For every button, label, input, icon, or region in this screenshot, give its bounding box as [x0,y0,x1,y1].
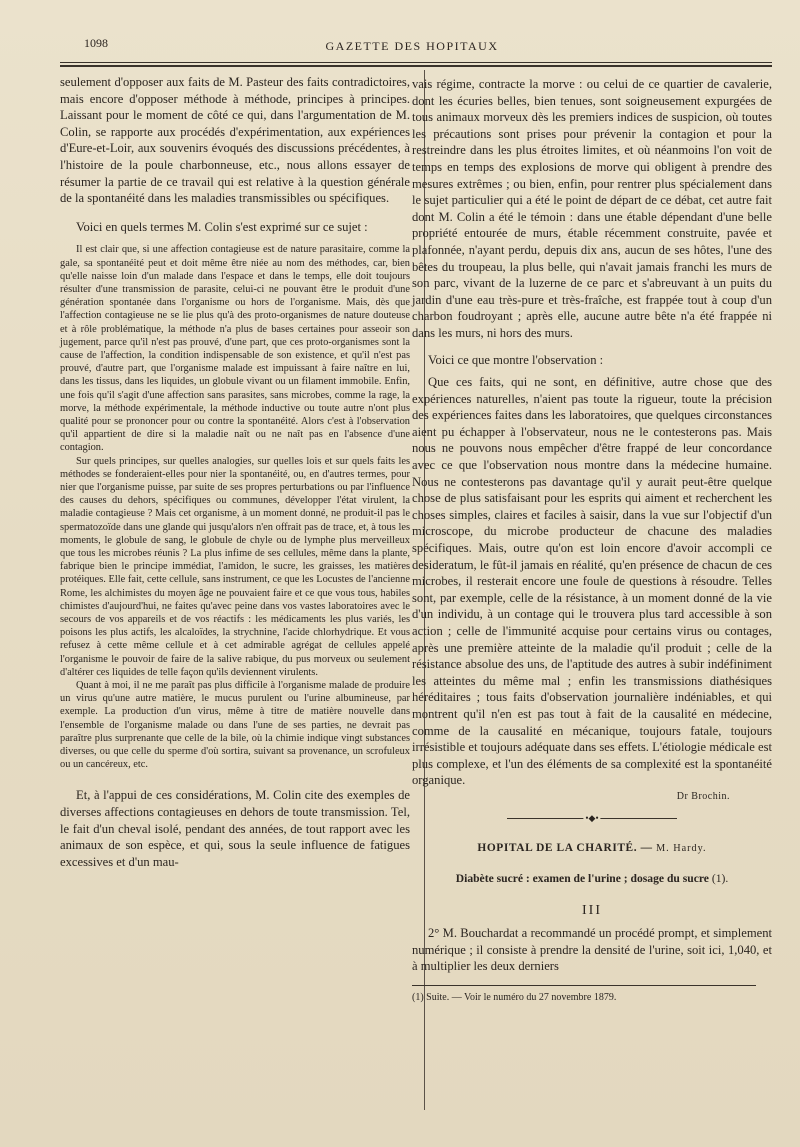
lecture-heading [412,872,772,885]
hospital-name: HOPITAL DE LA CHARITÉ. — [477,841,653,854]
lecture-title-text: Diabète sucré : examen de l'urine ; dosage du sucre [455,871,709,885]
right-column [412,76,772,1003]
quoted-paragraph-2: Sur quels principes, sur quelles analogies, sur quelles lois et sur quels faits les méthodes se fonderaient-elles pour nier la spontanéité, ou, en d'autres termes, pour nier que l'organisme puisse, par suite de ses propres perturbations ou par l'influence des causes du dehors, spécifiques ou communes, développer l'état virulent, la maladie contagieuse ? Mais cet organisme, à un moment donné, ne produit-il pas le spermatozoïde dans une glande qui jusqu'alors n'en offrait pas de trace, et, à tous les moments, le globule de sang, le globule de chyle ou de lymphe plus merveilleux que tous les microbes réunis ? La plus infime de ses cellules, même dans la plante, fabrique bien le principe immédiat, l'amidon, le sucre, les graisses, les matières protéiques. Elle fait, cette cellule, sans instrument, ce que les Locustes de l'ancienne Rome, les alchimistes du moyen âge ne pouvaient faire et ce que vous tous, habiles chimistes d'aujourd'hui, ne faites qu'avec peine dans vos vastes laboratoires avec le secours de vos appareils et de vos réactifs : les médicaments les plus variés, les poisons les plus actifs, les alcaloïdes, la strychnine, l'acide chlorhydrique. Et vous refusez à cette même cellule et à cet admirable agrégat de cellules appelé l'organisme le pouvoir de faire de la salive rabique, du pus morveux ou seulement d'altérer ces liquides de telle façon qu'ils deviennent virulents. [60,455,410,678]
separator-ornament: •◆• [585,812,599,823]
section-number: III [582,902,602,918]
lecture-footnote-ref: (1). [711,871,729,885]
hospital-author: M. Hardy. [656,842,707,854]
hospital-heading [412,842,772,854]
journal-title: GAZETTE DES HOPITAUX [325,39,499,53]
page-number: 1098 [84,36,108,50]
header-rule-thick [60,65,772,67]
footnote: (1) Suite. — Voir le numéro du 27 novembre 1879. [412,991,617,1003]
header-rule [60,62,772,63]
footnote-rule [412,985,756,986]
left-opening-paragraph: seulement d'opposer aux faits de M. Pasteur des faits contradictoires, mais encore d'opposer méthode à méthode, principes à principes. Laissant pour le moment de côté ce qui, dans l'argumentation de M. Colin, se rapporte aux procédés d'expérimentation, aux expériences d'Eure-et-Loir, aux souvenirs évoqués des discussions précédentes, à l'histoire de la poule charbonneuse, etc., nous allons essayer de résumer la partie de ce travail qui est relative à la question générale de la spontanéité dans les maladies transmissibles ou spécifiques. [60,75,410,206]
left-column [60,74,410,870]
right-intro-line: Voici ce que montre l'observation : [428,352,604,367]
quoted-paragraph-3: Quant à moi, il ne me paraît pas plus difficile à l'organisme malade de produire un virus qu'une autre matière, le mucus purulent ou l'urine albumineuse, par exemple. La production d'un virus, même à titre de matière nouvelle dans l'ensemble de l'organisme malade ou dans l'une de ses parties, ne devrait pas paraître plus surprenante que celle de la bile, où la chimie indique vingt substances diverses, ou que celle du sperme d'où sortira, suivant sa provenance, un scrofuleux ou un cancéreux, etc. [60,680,410,771]
author-signature: Dr Brochin. [676,790,730,802]
left-closing-paragraph: Et, à l'appui de ces considérations, M. Colin cite des exemples de diverses affections contagieuses en dehors de toute transmission. Tel, le fait d'un cheval isolé, pendant des années, de tout rapport avec les animaux de son espèce, et qui, sous la seule influence de fatigues excessives et d'un mau- [60,788,410,869]
right-main-paragraph: Que ces faits, qui ne sont, en définitive, autre chose que des expériences naturelles, n'aient pas toute la rigueur, toute la précision des expériences faites dans les laboratoires, que quelques circonstances aient pu échapper à l'observateur, nous ne le contesterons pas. Mais nous ne pouvons nous empêcher d'être frappé de leur concordance avec ce que l'observation nous montre dans la médecine humaine. Nous ne contesterons pas davantage qu'il y aurait peut-être quelque chose de plus satisfaisant pour les esprits qui aiment et recherchent les choses simples, claires et faciles à saisir, dans la vue sur l'objectif d'un microscope, du microbe producteur de chacune des maladies spécifiques. Mais, outre qu'on est loin encore d'avoir accompli ce desideratum, le fût-il jamais en réalité, qu'en présence de chacun de ces microbes, il resterait encore une foule de questions à résoudre. Telles sont, par exemple, celle de la résistance, à un moment donné de la vie d'un individu, à un contage qui le trouvera plus tard accessible à son action ; celle de l'immunité acquise pour certains virus ou contages, après une première atteinte de la maladie qu'il produit ; celle de la résistance absolue des uns, de l'aptitude des autres à subir indéfiniment les atteintes du même mal ; enfin les transmissions diathésiques héréditaires ; tous faits d'observation journalière indéniables, et qui montrent qu'il n'en est pas tout à fait de la causalité en médecine, comme de la causalité en mécanique, toujours fatale, toujours irrésistible et toujours adéquate dans ses effets. L'étiologie médicale est plus complexe, et l'un des éléments de sa complexité est la spontanéité organique. [412,375,772,788]
quoted-paragraph-1: Il est clair que, si une affection contagieuse est de nature parasitaire, comme la gale, sa spontanéité peut et doit même être niée au nom des méthodes, car, bien qu'elle naisse loin d'un malade dans l'espace et dans le temps, elle doit toujours résulter d'une transmission de parasite, celui-ci ne pouvant être le produit d'une génération spontanée dans l'organisme ou hors de l'organisme. Mais, dès que l'affection contagieuse ne se lie plus qu'à des proto-organismes de nature douteuse et à rôle problématique, la méthode n'a plus de bases certaines pour asseoir son jugement, parce qu'il n'est pas prouvé, d'une part, que ces proto-organismes sont la cause de l'affection, la condition indispensable de son existence, et qu'il n'est pas prouvé, d'autre part, que l'organisme malade est impuissant à faire naître en lui, dans les tissus, dans les liquides, un globule vivant ou un filament immobile. Enfin, une fois qu'il s'agit d'une affection sans parasites, sans microbes, comme la rage, la morve, la méthode expérimentale, la méthode inductive ou toute autre n'ont plus qualité pour se prononcer pour ou contre la spontanéité. Alors c'est à l'observation qu'il appartient de dire si la maladie naît ou ne naît pas en l'absence d'une contagion. [60,244,410,454]
left-intro-line: Voici en quels termes M. Colin s'est exprimé sur ce sujet : [76,219,368,234]
right-opening-paragraph: vais régime, contracte la morve : ou celui de ce quartier de cavalerie, dont les écuries belles, bien tenues, sont soigneusement expurgées de tous animaux morveux dès les premiers indices de suspicion, où toutes les précautions sont prises pour prévenir la contagion et pour la restreindre dans les plus étroites limites, et où néanmoins l'on voit de temps en temps des explosions de morve qui obligent à prendre des mesures extrêmes ; ou bien, enfin, pour rentrer plus spécialement dans le sujet particulier qui a été le point de départ de ce débat, cet autre fait dont M. Colin a été le témoin : dans une étable dépendant d'une belle propriété entourée de murs, étable récemment construite, pavée et plafonnée, n'ayant perdu, depuis dix ans, aucun de ses hôtes, l'une des bêtes du troupeau, la plus belle, qui n'avait jamais franchi les murs de son parc, vivant de la luzerne de ce parc et s'abreuvant à un puits du jardin d'une eau très-pure et très-fraîche, est frappée tout à coup d'un charbon foudroyant ; après elle, aucune autre bête n'a été frappée ni dans les murs, ni hors des murs. [412,77,772,340]
quoted-block [60,243,410,771]
page-header [52,36,772,60]
right-final-paragraph: 2° M. Bouchardat a recommandé un procédé prompt, et simplement numérique ; il consiste à prendre la densité de l'urine, soit ici, 1,040, et à multiplier les deux derniers [412,925,772,974]
section-separator [507,814,677,822]
